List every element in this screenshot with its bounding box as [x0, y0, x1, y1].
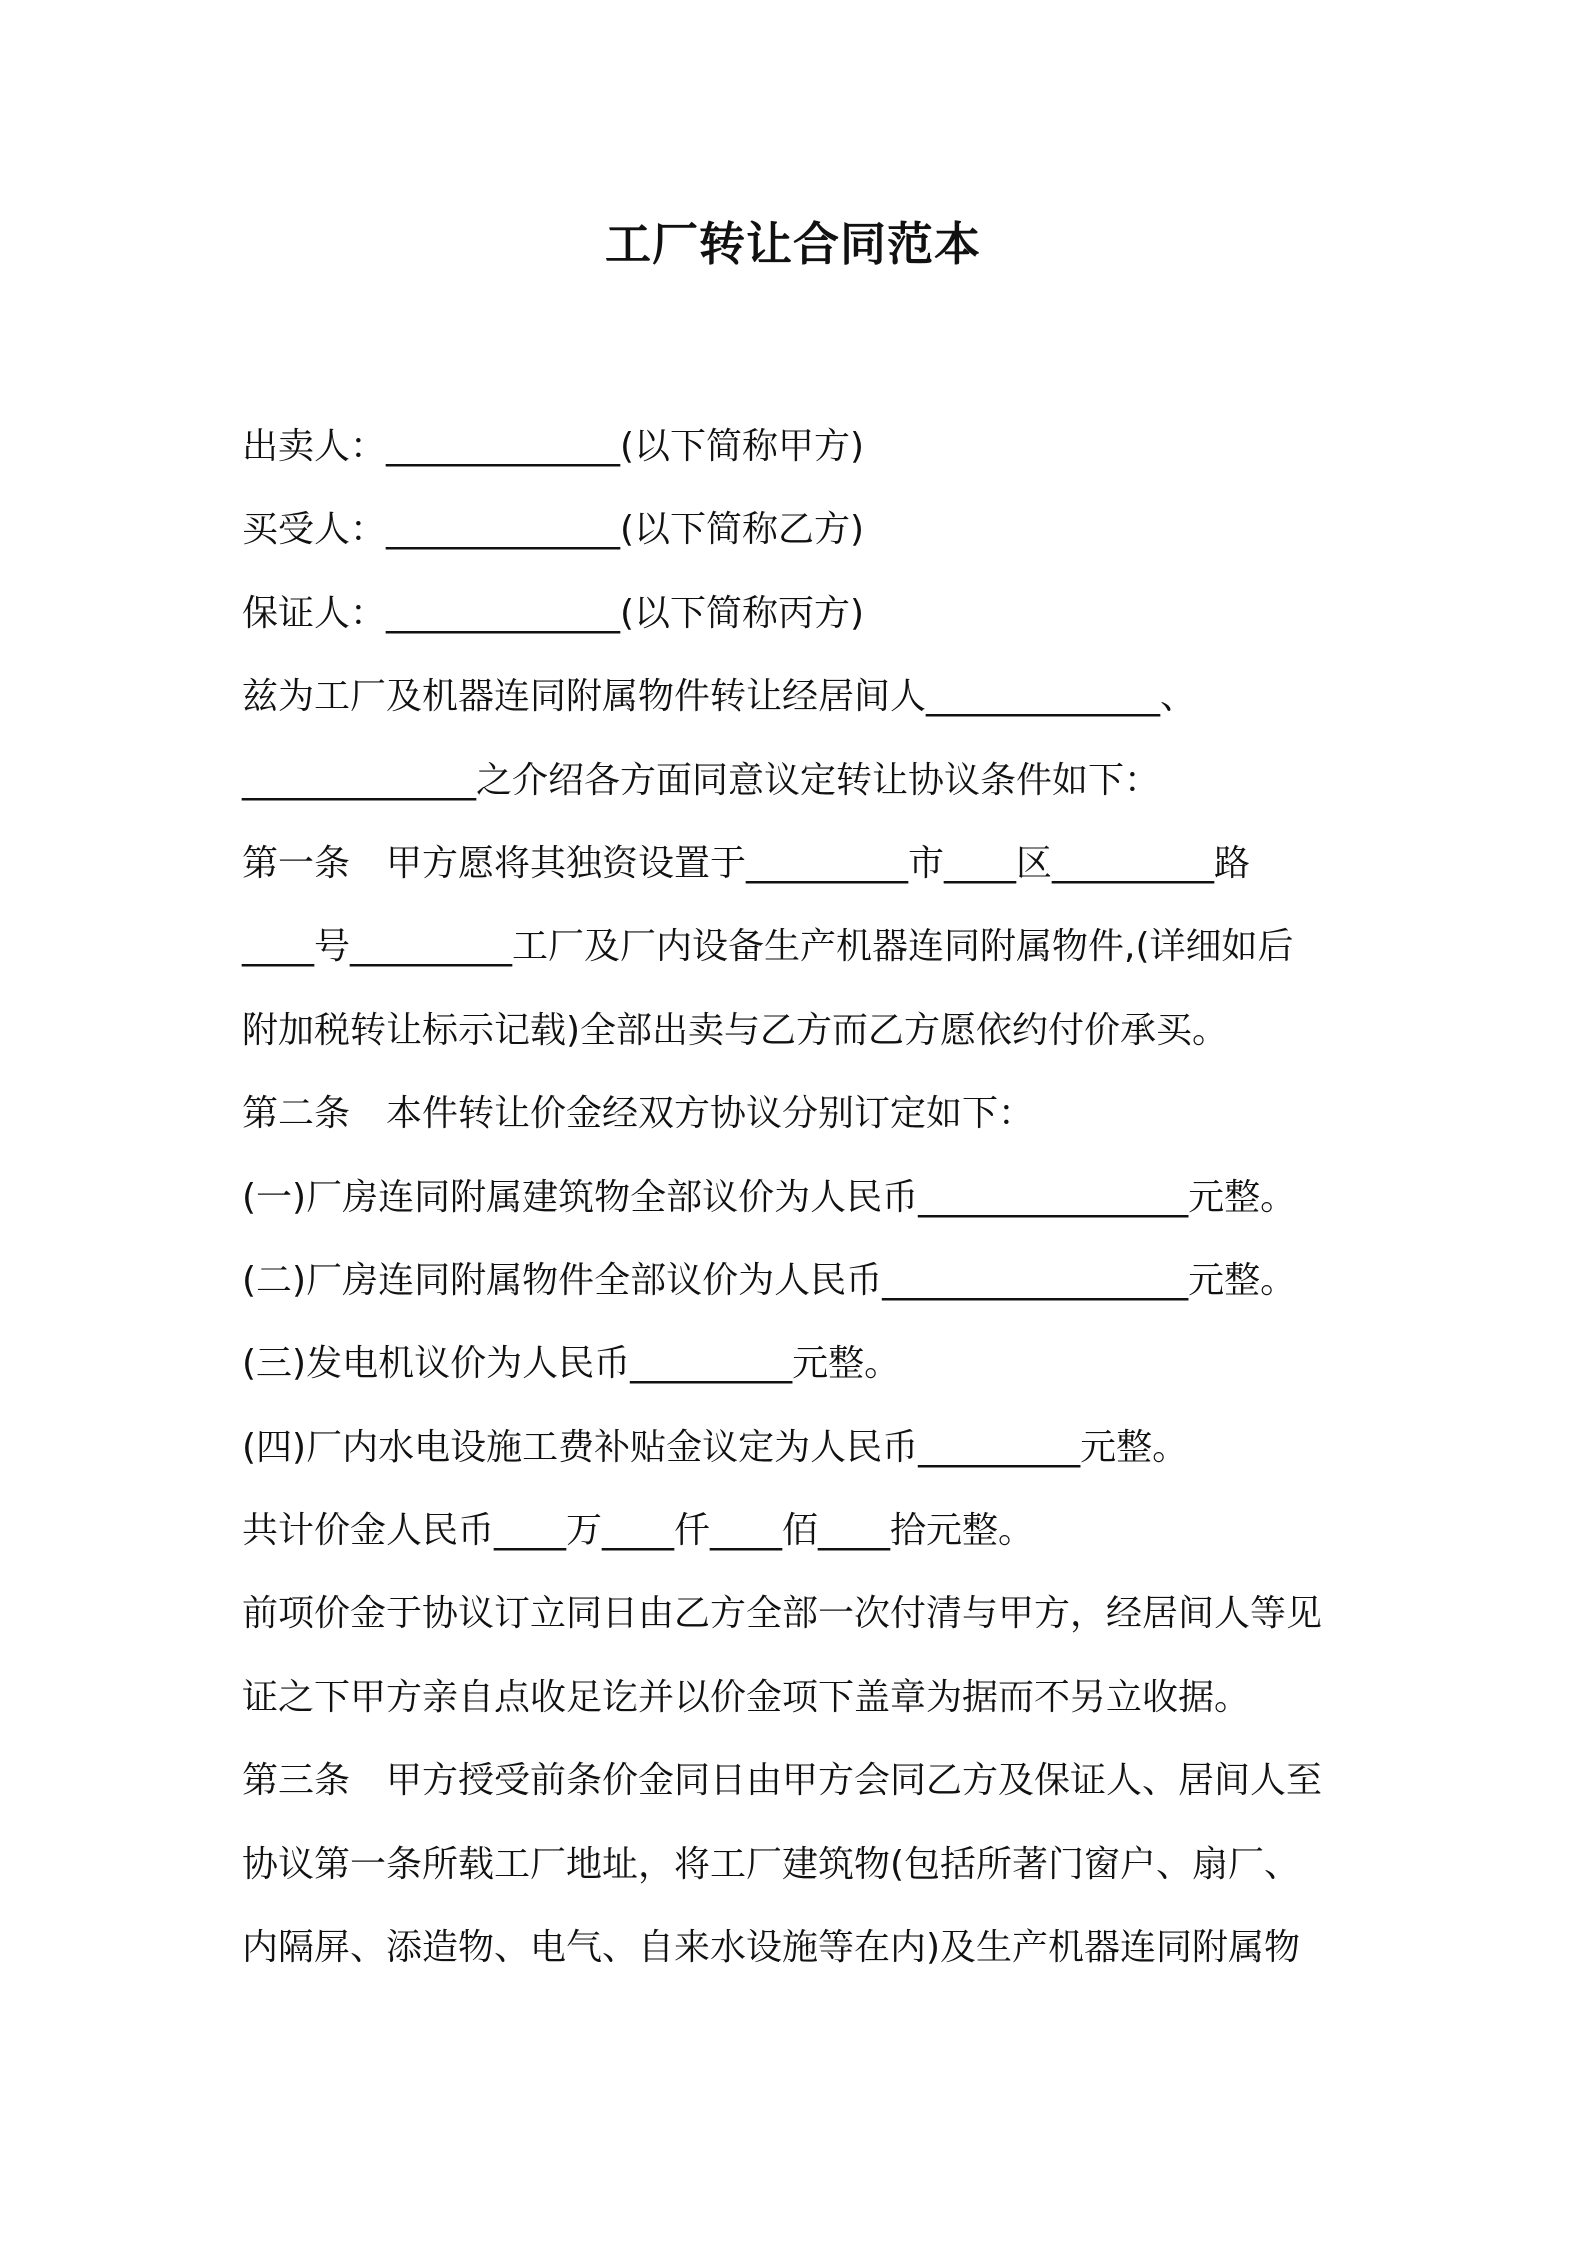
seller-line: 出卖人：_____________(以下简称甲方)	[242, 426, 865, 467]
price-total: 共计价金人民币____万____仟____佰____拾元整。	[242, 1510, 1035, 1552]
intro-line-2: _____________之介绍各方面同意议定转让协议条件如下：	[242, 759, 1161, 801]
price-item-4: (四)厂内水电设施工费补贴金议定为人民币_________元整。	[242, 1426, 1189, 1468]
buyer-line: 买受人：_____________(以下简称乙方)	[242, 509, 865, 551]
contract-body	[242, 405, 1362, 1989]
payment-line-2: 证之下甲方亲自点收足讫并以价金项下盖章为据而不另立收据。	[242, 1676, 1251, 1718]
article-3-line-2: 协议第一条所载工厂地址，将工厂建筑物(包括所著门窗户、扇厂、	[242, 1843, 1301, 1885]
intro-line-1: 兹为工厂及机器连同附属物件转让经居间人_____________、	[242, 676, 1197, 718]
article-1-line-1: 第一条 甲方愿将其独资设置于_________市____区_________路	[242, 842, 1251, 884]
article-1-line-2: ____号_________工厂及厂内设备生产机器连同附属物件,(详细如后	[242, 926, 1294, 968]
payment-line-1: 前项价金于协议订立同日由乙方全部一次付清与甲方，经居间人等见	[242, 1593, 1323, 1635]
article-3-line-3: 内隔屏、添造物、电气、自来水设施等在内)及生产机器连同附属物	[242, 1927, 1301, 1969]
document-title: 工厂转让合同范本	[605, 217, 981, 271]
guarantor-line: 保证人：_____________(以下简称丙方)	[242, 592, 865, 634]
article-2-heading: 第二条 本件转让价金经双方协议分别订定如下：	[242, 1093, 1035, 1135]
price-item-1: (一)厂房连同附属建筑物全部议价为人民币_______________元整。	[242, 1176, 1297, 1218]
article-3-line-1: 第三条 甲方授受前条价金同日由甲方会同乙方及保证人、居间人至	[242, 1760, 1323, 1802]
price-item-3: (三)发电机议价为人民币_________元整。	[242, 1343, 901, 1385]
article-1-line-3: 附加税转让标示记载)全部出卖与乙方而乙方愿依约付价承买。	[242, 1009, 1229, 1051]
price-item-2: (二)厂房连同附属物件全部议价为人民币_________________元整。	[242, 1259, 1297, 1301]
